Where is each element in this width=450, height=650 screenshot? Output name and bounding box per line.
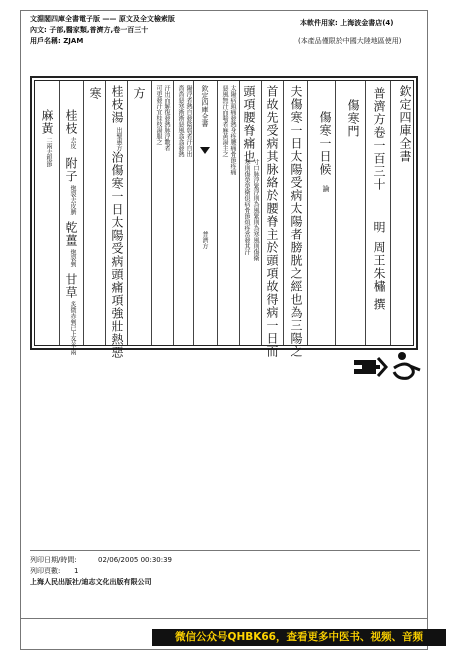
formula-cold: 寒 (88, 87, 102, 100)
subsection-note: 論 (322, 185, 330, 192)
book-page-inner (34, 80, 414, 359)
header-licensee: 本軟件用家: 上海波金書店(4) (300, 19, 394, 27)
formula-source-note: 出聖惠方 (115, 127, 122, 151)
print-pages-value: 1 (74, 567, 79, 575)
section-heading: 傷寒門 (346, 99, 360, 138)
formula-title: 桂枝湯 (110, 85, 124, 124)
herb-gancao-note: 炙微赤剉已上各半兩 (69, 301, 76, 355)
herb-guizhi: 桂枝 (64, 109, 78, 135)
publisher-logo-icon (352, 356, 388, 382)
subsection-heading: 傷寒一日候 (318, 111, 332, 176)
dizhi-logo-icon (390, 350, 422, 386)
footer-divider (30, 550, 420, 551)
fishtail-mark-icon (200, 147, 210, 154)
header-region-note: (本產品僅限於中國大陸地區使用) (298, 37, 402, 45)
book-page-frame (30, 76, 418, 359)
herb-guizhi-note: 去皮 (69, 137, 76, 149)
gloss-2a: 太陽病頭痛發熱身疼腰痛骨節疼痛 (229, 85, 236, 175)
author-name: 周王朱橚 撰 (372, 241, 386, 311)
text-column-1: 夫傷寒一日太陽受病太陽者膀胱之經也為三陽之 (289, 85, 303, 358)
gloss-4b: 可更發汗宜桂枝湯服之 (155, 85, 162, 145)
gloss-1a: 寸口脉浮緊浮則為風緊則為寒風則傷衛 (252, 159, 259, 261)
print-date-value: 02/06/2005 00:30:39 (98, 556, 173, 564)
page-break-line (20, 618, 428, 619)
text-column-2: 首故先受病其脉絡於腰脊主於頭項故得病一日而 (265, 85, 279, 358)
wechat-promo-banner: 微信公众号QHBK66，查看更多中医书、视频、音频 (152, 629, 446, 646)
gloss-2b: 惡風無汗而喘者麻黃湯主之 (221, 85, 228, 157)
herb-mahuang-note: 二兩去根節 (45, 137, 52, 167)
herb-fuzi: 附子 (64, 157, 78, 183)
header-product-line: 文淵閣四庫全書電子版 —— 原文及全文檢索版 (30, 15, 175, 23)
print-date-label: 列印日期/時間: (30, 556, 77, 564)
book-title: 欽定四庫全書 (398, 85, 412, 163)
author-dynasty: 明 (372, 221, 386, 234)
volume-title: 普濟方卷一百三十 (372, 87, 386, 191)
gloss-4a: 汗出而解復發熱脉浮數者 (163, 85, 170, 151)
publisher-credit: 上海人民出版社/迪志文化出版有限公司 (30, 578, 152, 586)
herb-mahuang: 麻黃 (40, 109, 54, 135)
gloss-3b: 嗇嗇惡寒淅淅惡風翕翕發熱 (177, 85, 184, 157)
herb-ganjiang: 乾薑 (64, 221, 78, 247)
formula-indication: 治傷寒一日太陽受病頭痛項強壯熱惡 (110, 151, 124, 359)
center-book-tag: 欽定四庫全書 (201, 85, 209, 127)
center-book-sub: 普濟方 (201, 231, 208, 249)
print-pages-label: 列印頁數: (30, 567, 61, 575)
header-user-line: 用戶名稱: ZJAM (30, 37, 84, 45)
text-column-3: 頭項腰脊痛也 (242, 85, 256, 163)
gloss-1b: 寒則傷榮榮衛俱病骨節煩疼當發其汗 (243, 159, 250, 255)
herb-fuzi-note: 炮裂去皮臍 (69, 185, 76, 215)
gloss-3a: 陽浮者熱自發陰弱者汗自出 (185, 85, 192, 157)
herb-gancao: 甘草 (64, 273, 78, 299)
herb-ganjiang-note: 炮裂剉 (69, 249, 76, 267)
method-heading: 方 (132, 87, 146, 100)
header-content-line: 內文: 子部,醫家類,普濟方,卷一百三十 (30, 26, 149, 34)
